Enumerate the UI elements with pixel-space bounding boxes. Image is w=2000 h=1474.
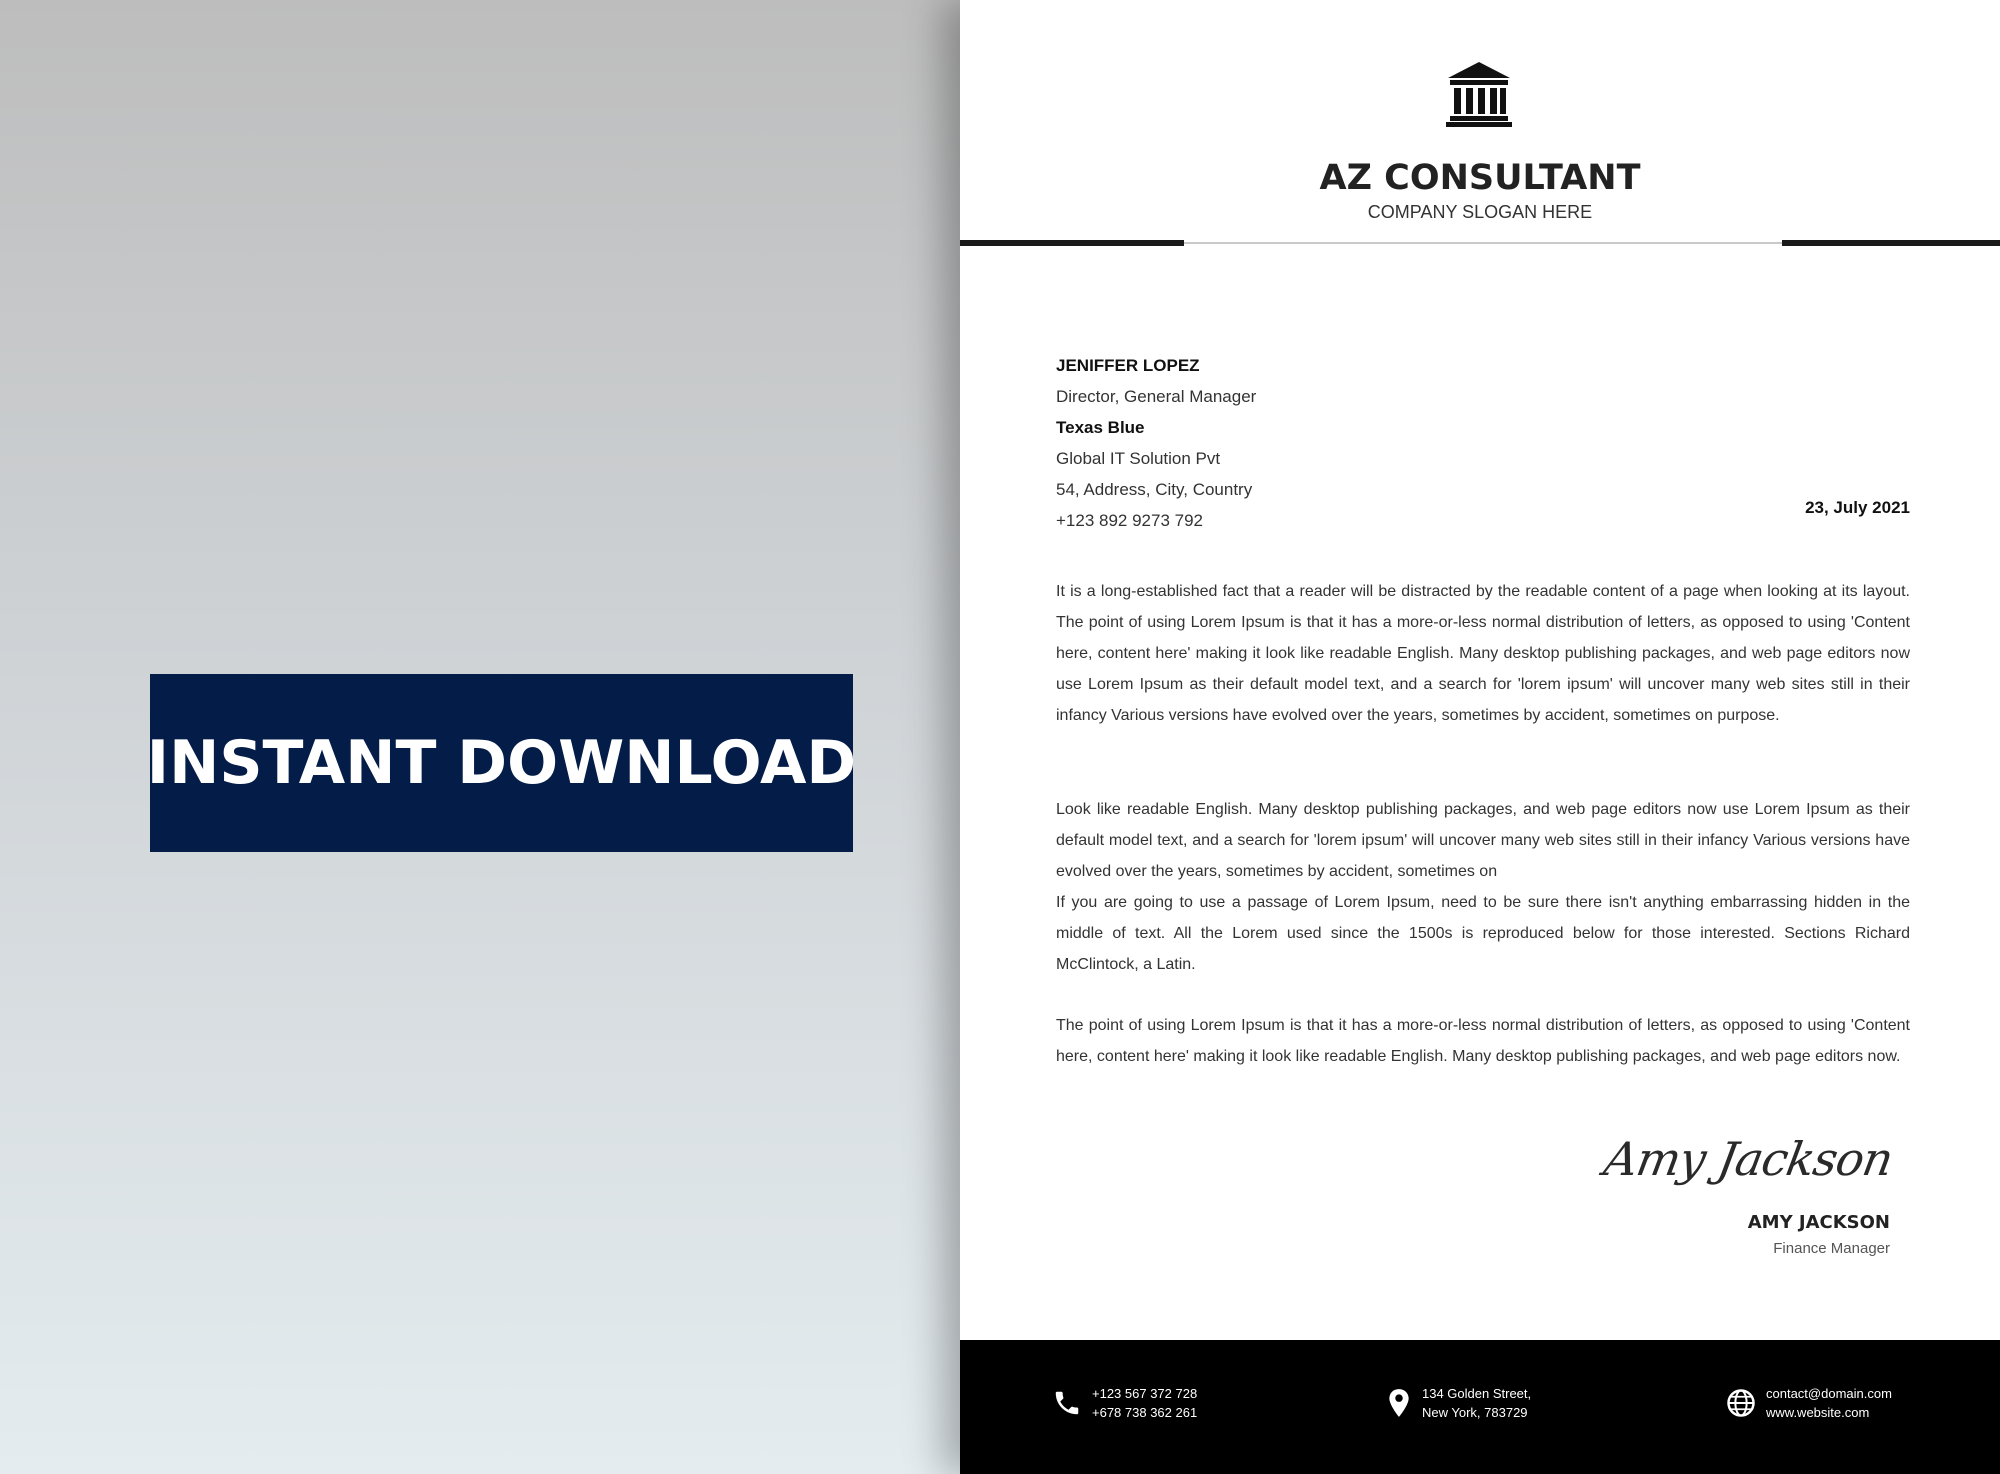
globe-icon	[1726, 1388, 1756, 1418]
footer-website: www.website.com	[1766, 1405, 1870, 1420]
footer-address	[1386, 1384, 1531, 1422]
handwritten-signature: Amy Jackson	[1600, 1132, 1897, 1186]
recipient-block	[1056, 350, 1256, 536]
recipient-name: JENIFFER LOPEZ	[1056, 356, 1200, 375]
recipient-organization: Global IT Solution Pvt	[1056, 449, 1221, 468]
bank-building-icon	[1444, 60, 1514, 128]
letter-date: 23, July 2021	[1805, 498, 1910, 517]
body-paragraph-2a: Look like readable English. Many desktop publishing packages, and web page editors now use Lorem Ipsum as their default model text, and a search for 'lorem ipsum' will uncover many web sites still in their infancy Various versions have evolved over the years, sometimes by accident, sometimes on	[1056, 801, 1910, 880]
signer-title: Finance Manager	[1773, 1240, 1890, 1257]
instant-download-banner	[146, 674, 857, 852]
recipient-phone: +123 892 9273 792	[1056, 511, 1204, 530]
banner-text: INSTANT DOWNLOAD	[146, 728, 857, 798]
recipient-address: 54, Address, City, Country	[1056, 480, 1253, 499]
phone-icon	[1052, 1388, 1082, 1418]
footer-address-line-2: New York, 783729	[1422, 1405, 1528, 1420]
footer-phone	[1052, 1384, 1197, 1422]
footer-email: contact@domain.com	[1766, 1386, 1892, 1401]
recipient-company: Texas Blue	[1056, 418, 1145, 437]
footer-phone-line-2: +678 738 362 261	[1092, 1405, 1198, 1420]
company-slogan: COMPANY SLOGAN HERE	[1367, 202, 1593, 222]
body-paragraph-1: It is a long-established fact that a reader will be distracted by the readable content of a page when looking at its layout. The point of using Lorem Ipsum is that it has a more-or-less normal distribution of letters, as opposed to using 'Content here, content here' making it look like readable English. Many desktop publishing packages, and web page editors now use Lorem Ipsum as their default model text, and a search for 'lorem ipsum' will uncover many web sites still in their infancy Various versions have evolved over the years, sometimes by accident, sometimes on purpose.	[1056, 583, 1910, 724]
header-divider-accent-right	[1782, 240, 2000, 246]
company-name: AZ CONSULTANT	[1319, 158, 1641, 198]
letterhead-page	[960, 0, 2000, 1474]
body-paragraph-3: The point of using Lorem Ipsum is that it has a more-or-less normal distribution of letters, as opposed to using 'Content here, content here' making it look like readable English. Many desktop publishing packages, and web page editors now.	[1056, 1017, 1910, 1065]
header-divider-accent-left	[960, 240, 1184, 246]
recipient-title: Director, General Manager	[1056, 387, 1257, 406]
letter-footer	[960, 1340, 2000, 1474]
location-pin-icon	[1386, 1388, 1412, 1418]
footer-phone-line-1: +123 567 372 728	[1092, 1386, 1198, 1401]
body-paragraph-2b: If you are going to use a passage of Lorem Ipsum, need to be sure there isn't anything embarrassing hidden in the middle of text. All the Lorem used since the 1500s is reproduced below for those interested. Sections Richard McClintock, a Latin.	[1056, 894, 1910, 973]
footer-address-line-1: 134 Golden Street,	[1422, 1386, 1532, 1401]
footer-web	[1726, 1384, 1892, 1422]
signer-name: AMY JACKSON	[1747, 1212, 1890, 1233]
